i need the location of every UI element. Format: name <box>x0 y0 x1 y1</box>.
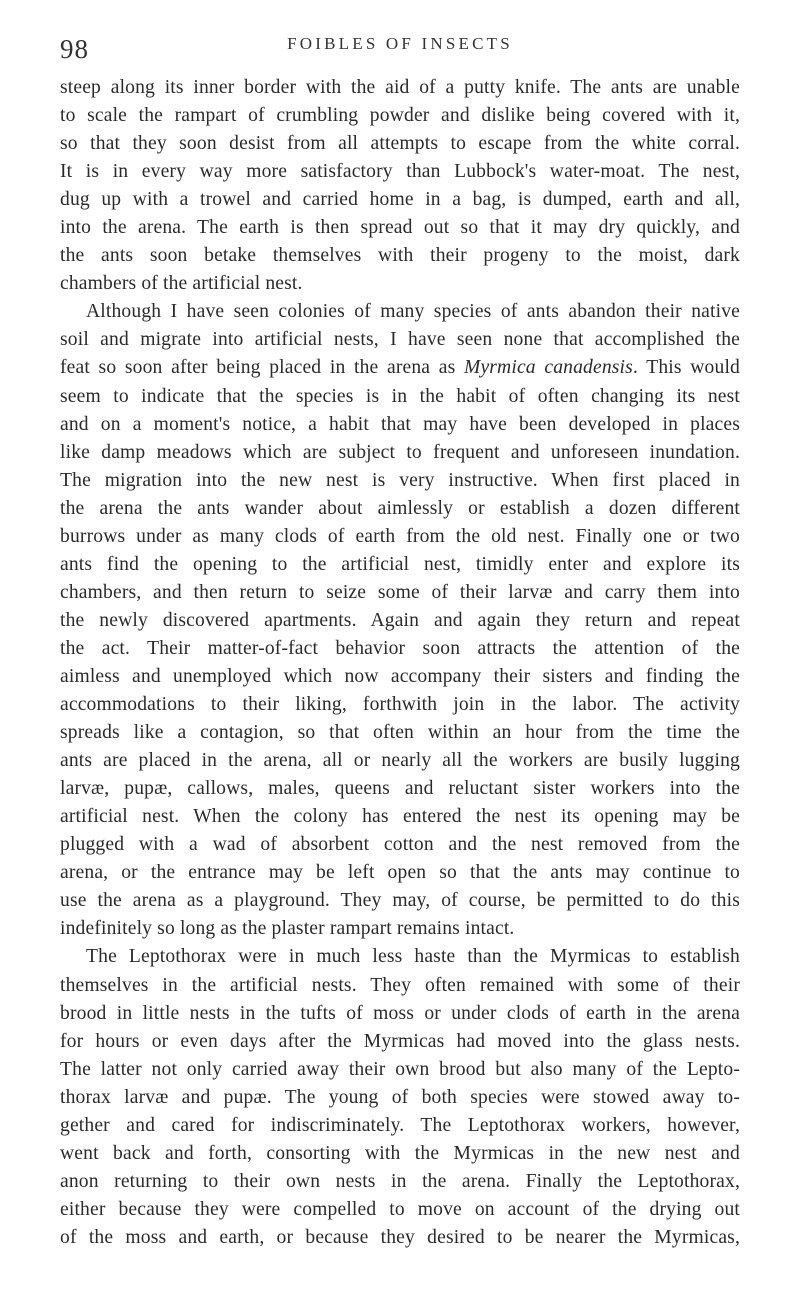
species-name: Myrmica canadensis <box>463 357 633 379</box>
text-line: went back and forth, consorting with the Myrmicas in the new nest and <box>60 1142 740 1164</box>
text-line: dug up with a trowel and carried home in a bag, is dumped, earth and all, <box>60 189 740 211</box>
text-line: Although I have seen colonies of many species of ants abandon their native <box>86 301 740 323</box>
text-line: the newly discovered apartments. Again and again they return and repeat <box>60 609 740 631</box>
text-line: so that they soon desist from all attempts to escape from the white corral. <box>60 133 740 155</box>
text-line: themselves in the artificial nests. They often remained with some of their <box>60 974 740 996</box>
text-line: ants find the opening to the artificial nest, timidly enter and explore its <box>60 553 740 575</box>
text-line: chambers of the artificial nest. <box>60 273 303 295</box>
text-line: seem to indicate that the species is in the habit of often changing its nest <box>60 385 740 407</box>
text-line: gether and cared for indiscriminately. The Leptothorax workers, however, <box>60 1114 740 1136</box>
text-line: accommodations to their liking, forthwith join in the labor. The activity <box>60 694 740 716</box>
text-line: use the arena as a playground. They may, of course, be permitted to do this <box>60 890 740 912</box>
text-line: the arena the ants wander about aimlessly or establish a dozen different <box>60 497 740 519</box>
text-line: indefinitely so long as the plaster rampart remains intact. <box>60 918 515 940</box>
text-line: brood in little nests in the tufts of moss or under clods of earth in the arena <box>60 1002 740 1024</box>
text-line: either because they were compelled to move on account of the drying out <box>60 1198 740 1220</box>
text-line: into the arena. The earth is then spread out so that it may dry quickly, and <box>60 217 740 239</box>
text-line: The Leptothorax were in much less haste than the Myrmicas to establish <box>86 946 740 968</box>
text-line: burrows under as many clods of earth from the old nest. Finally one or two <box>60 525 740 547</box>
body-text <box>60 74 740 1252</box>
text-line: like damp meadows which are subject to frequent and unforeseen inundation. <box>60 441 740 463</box>
text-line: larvæ, pupæ, callows, males, queens and reluctant sister workers into the <box>60 778 740 800</box>
text-line: artificial nest. When the colony has entered the nest its opening may be <box>60 806 740 828</box>
text-line: of the moss and earth, or because they desired to be nearer the Myrmicas, <box>60 1226 740 1248</box>
text-line: The migration into the new nest is very instructive. When first placed in <box>60 469 740 491</box>
text-line: plugged with a wad of absorbent cotton and the nest removed from the <box>60 834 740 856</box>
text-line: the ants soon betake themselves with their progeny to the moist, dark <box>60 245 740 267</box>
running-title: FOIBLES OF INSECTS <box>287 34 513 53</box>
page-number: 98 <box>60 34 89 64</box>
text-line <box>60 354 740 382</box>
text-line: anon returning to their own nests in the arena. Finally the Leptothorax, <box>60 1170 740 1192</box>
text-line: steep along its inner border with the aid of a putty knife. The ants are unable <box>60 77 740 98</box>
text-line: arena, or the entrance may be left open so that the ants may continue to <box>60 862 740 884</box>
text-line: and on a moment's notice, a habit that may have been developed in places <box>60 413 740 435</box>
text-line: It is in every way more satisfactory than Lubbock's water-moat. The nest, <box>60 161 740 183</box>
text-line: ants are placed in the arena, all or nearly all the workers are busily lugging <box>60 750 740 772</box>
text-segment: feat so soon after being placed in the arena as <box>60 357 464 379</box>
text-line: to scale the rampart of crumbling powder and dislike being covered with it, <box>60 105 740 127</box>
text-line: The latter not only carried away their own brood but also many of the Lepto- <box>60 1058 740 1080</box>
text-line: thorax larvæ and pupæ. The young of both species were stowed away to- <box>60 1086 740 1108</box>
text-line: soil and migrate into artificial nests, I have seen none that accomplished the <box>60 329 740 351</box>
text-line: chambers, and then return to seize some of their larvæ and carry them into <box>60 581 740 603</box>
text-line: spreads like a contagion, so that often within an hour from the time the <box>60 722 740 744</box>
text-segment: . This would <box>632 357 740 379</box>
text-line: the act. Their matter-of-fact behavior soon attracts the attention of the <box>60 637 740 659</box>
text-line: aimless and unemployed which now accompany their sisters and finding the <box>60 665 740 687</box>
text-line: for hours or even days after the Myrmicas had moved into the glass nests. <box>60 1030 740 1052</box>
